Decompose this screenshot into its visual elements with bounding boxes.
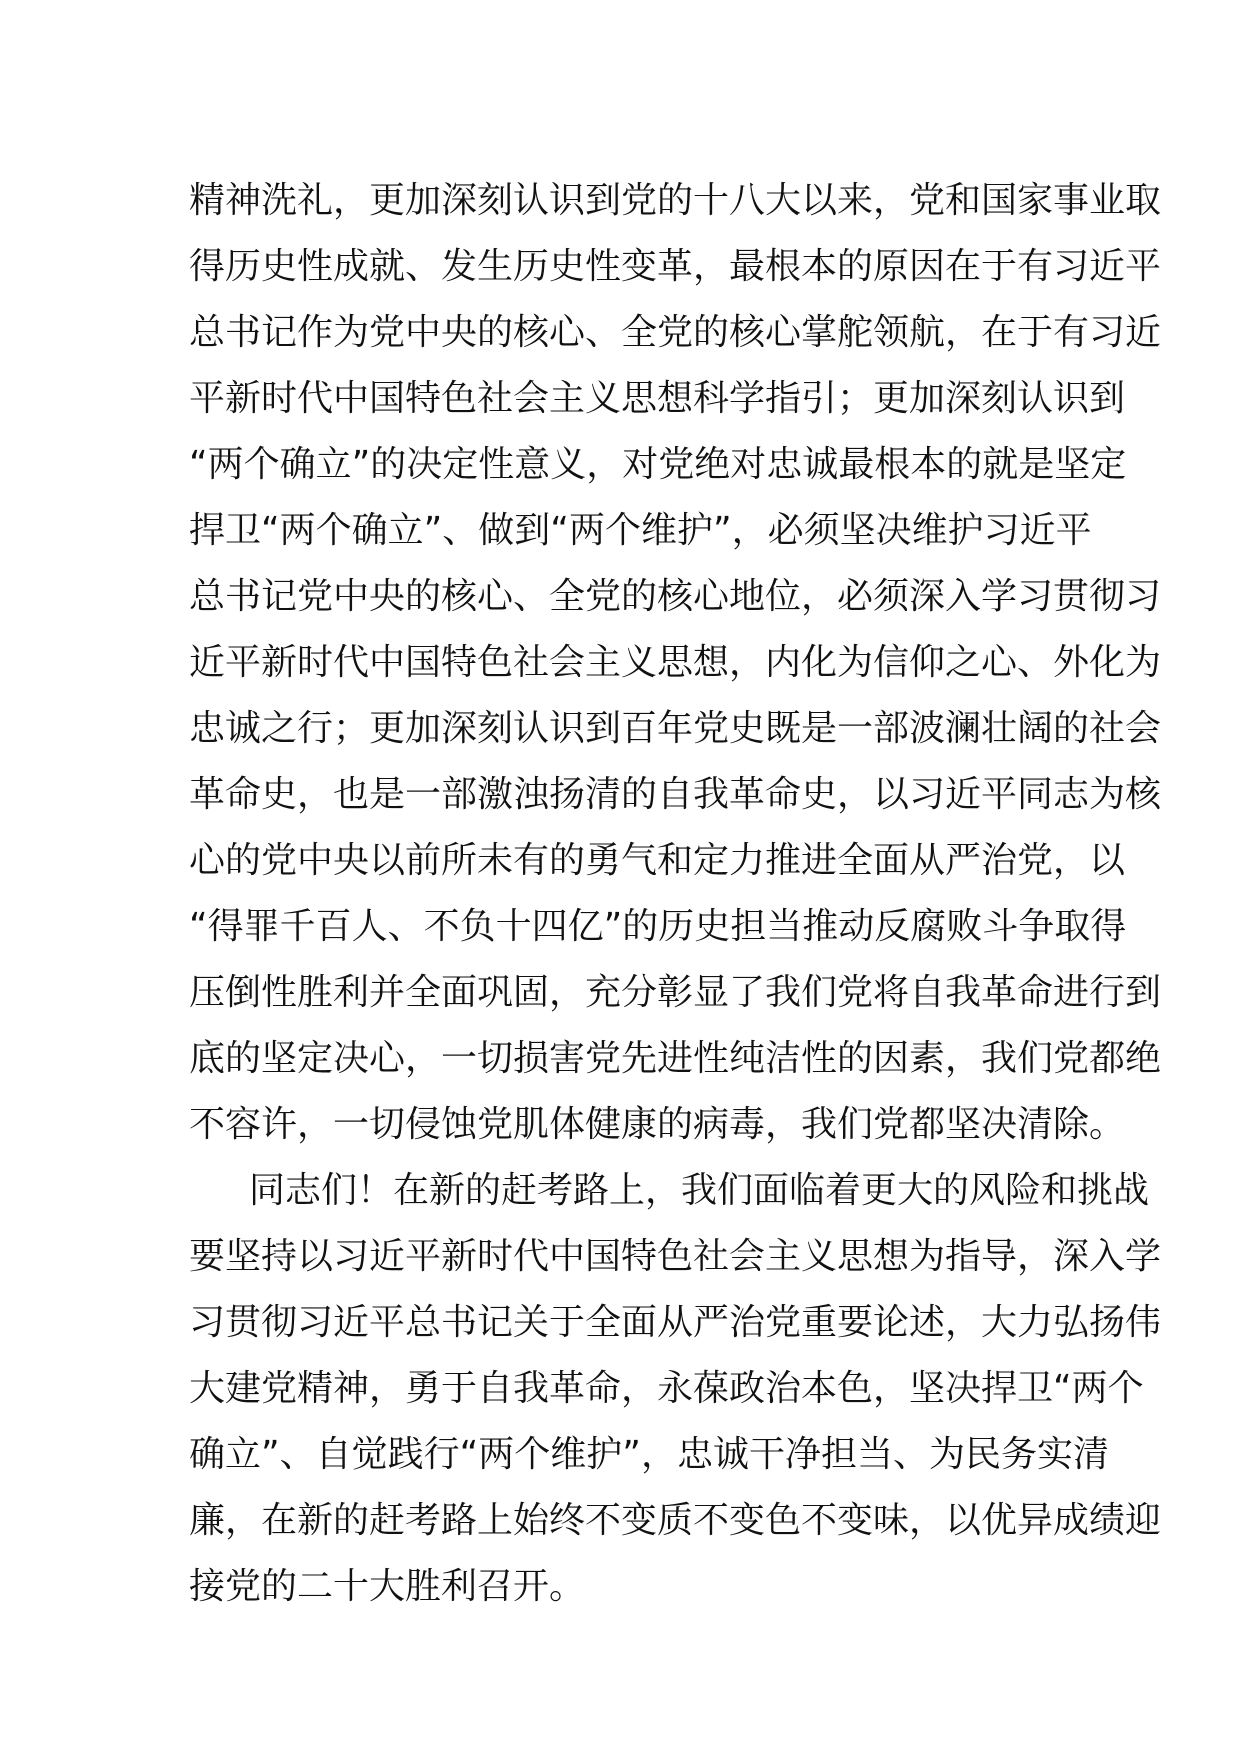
text-line: 革命史，也是一部激浊扬清的自我革命史，以习近平同志为核	[189, 774, 1162, 815]
text-line: 近平新时代中国特色社会主义思想，内化为信仰之心、外化为	[189, 642, 1162, 683]
text-line: “得罪千百人、不负十四亿”的历史担当推动反腐败斗争取得	[189, 906, 1127, 947]
text-line: 同志们！在新的赶考路上，我们面临着更大的风险和挑战	[249, 1170, 1150, 1211]
text-line: 不容许，一切侵蚀党肌体健康的病毒，我们党都坚决清除。	[189, 1104, 1126, 1145]
text-line: 总书记党中央的核心、全党的核心地位，必须深入学习贯彻习	[189, 576, 1162, 617]
text-line: 忠诚之行；更加深刻认识到百年党史既是一部波澜壮阔的社会	[189, 708, 1162, 749]
text-line: 精神洗礼，更加深刻认识到党的十八大以来，党和国家事业取	[189, 180, 1162, 221]
text-line: 接党的二十大胜利召开。	[189, 1566, 586, 1607]
text-line: 要坚持以习近平新时代中国特色社会主义思想为指导，深入学	[189, 1236, 1162, 1277]
text-line: 压倒性胜利并全面巩固，充分彰显了我们党将自我革命进行到	[189, 972, 1162, 1013]
text-line: “两个确立”的决定性意义，对党绝对忠诚最根本的就是坚定	[189, 444, 1127, 485]
paragraph-2	[189, 1158, 1162, 1620]
text-line: 确立”、自觉践行“两个维护”，忠诚干净担当、为民务实清	[189, 1434, 1109, 1475]
text-line: 总书记作为党中央的核心、全党的核心掌舵领航，在于有习近	[189, 312, 1162, 353]
text-line: 得历史性成就、发生历史性变革，最根本的原因在于有习近平	[189, 246, 1162, 287]
text-line: 捍卫“两个确立”、做到“两个维护”，必须坚决维护习近平	[189, 510, 1092, 551]
text-line: 底的坚定决心，一切损害党先进性纯洁性的因素，我们党都绝	[189, 1038, 1162, 1079]
text-line: 廉，在新的赶考路上始终不变质不变色不变味，以优异成绩迎	[189, 1500, 1162, 1541]
paragraph-1	[189, 168, 1162, 1158]
document-body	[189, 168, 1162, 1620]
text-line: 心的党中央以前所未有的勇气和定力推进全面从严治党，以	[189, 840, 1126, 881]
text-line: 平新时代中国特色社会主义思想科学指引；更加深刻认识到	[189, 378, 1126, 419]
text-line: 习贯彻习近平总书记关于全面从严治党重要论述，大力弘扬伟	[189, 1302, 1162, 1343]
text-line: 大建党精神，勇于自我革命，永葆政治本色，坚决捍卫“两个	[189, 1368, 1144, 1409]
